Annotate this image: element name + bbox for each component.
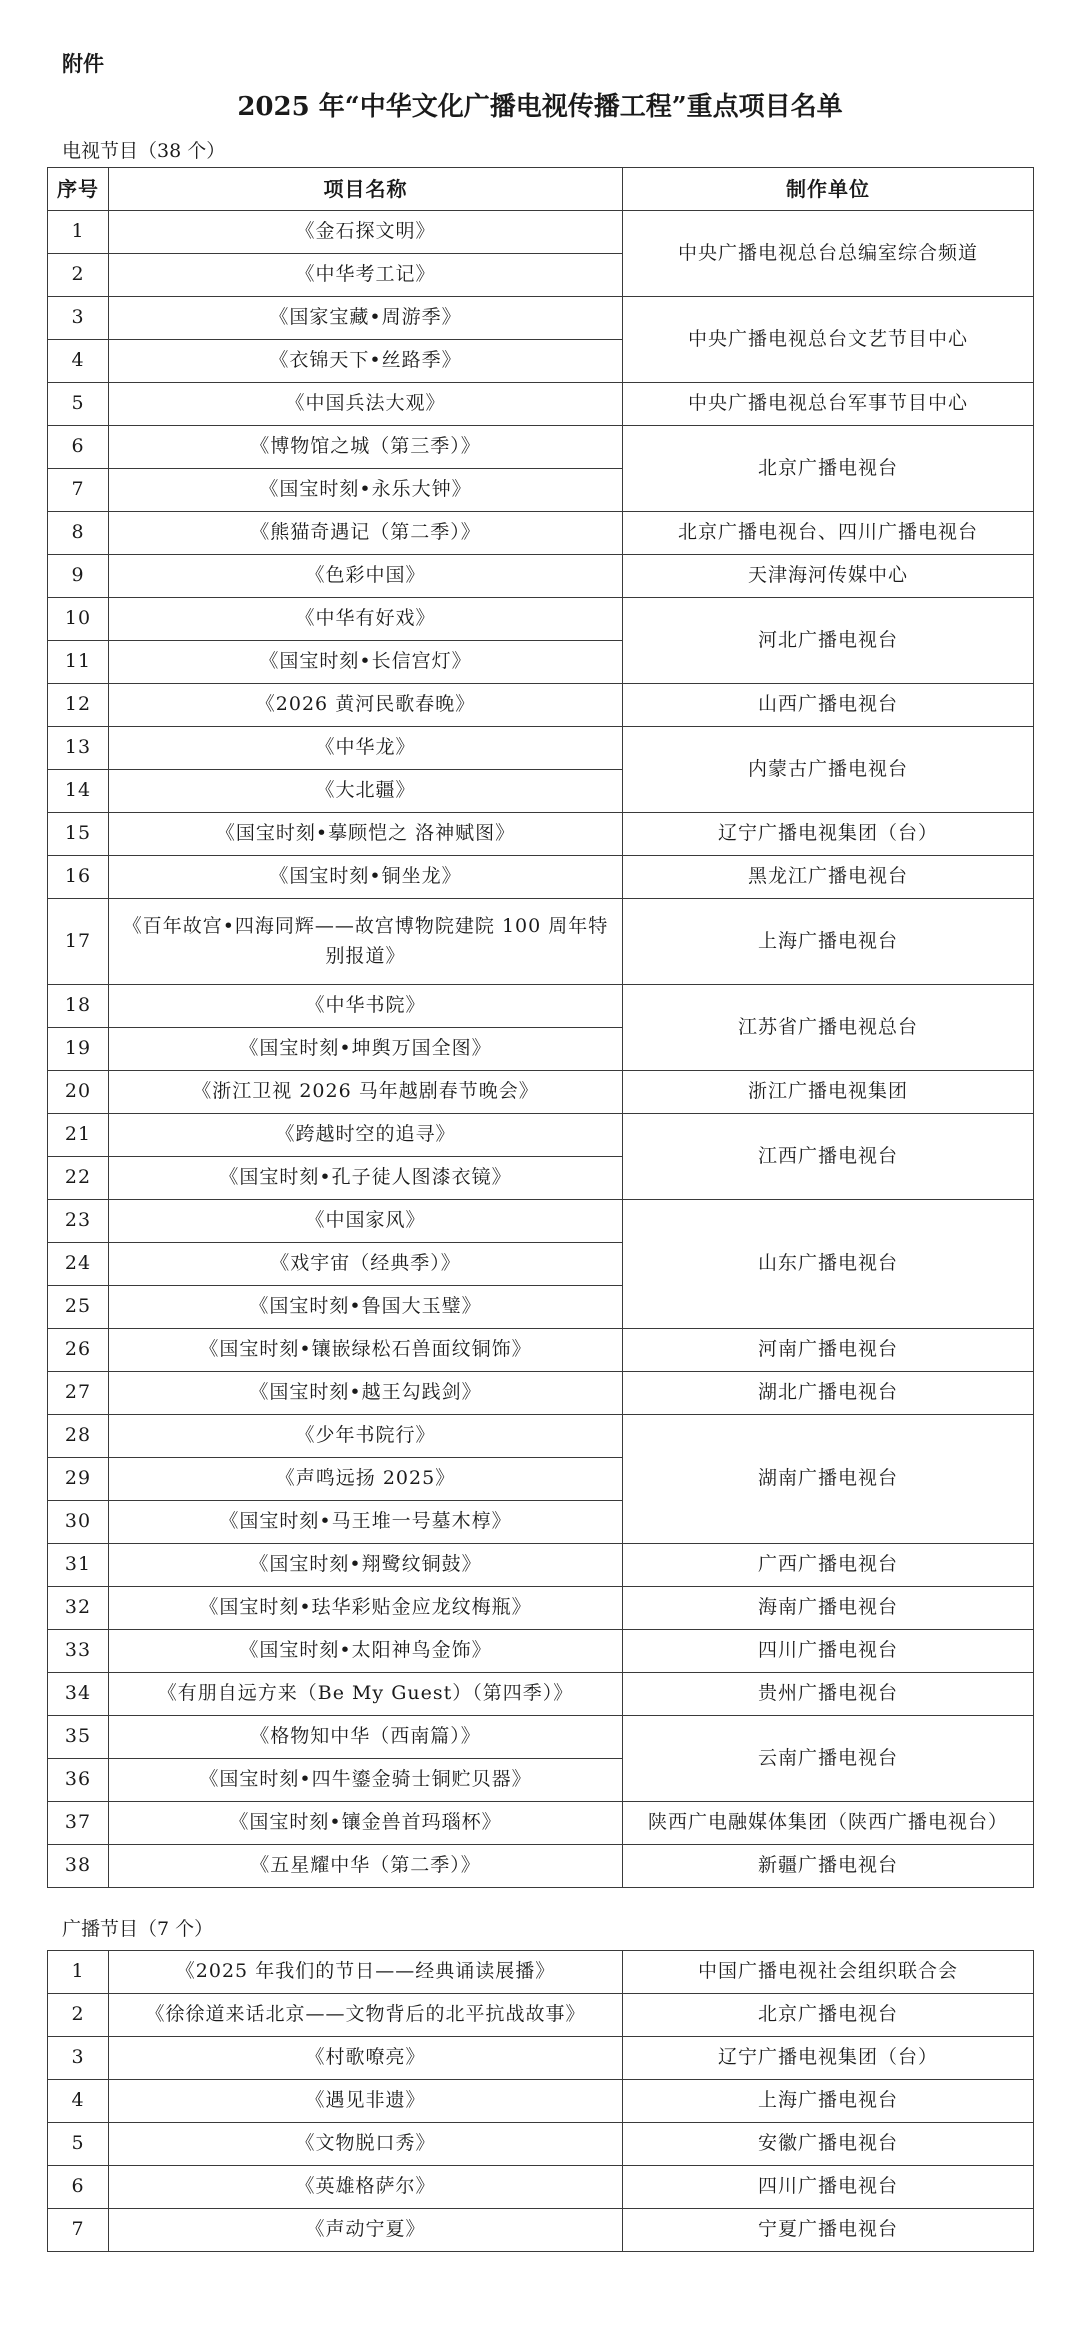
table-row xyxy=(48,1802,1034,1845)
program-name: 《大北疆》 xyxy=(109,770,623,813)
program-name: 《国家宝藏•周游季》 xyxy=(109,297,623,340)
program-name: 《戏宇宙（经典季）》 xyxy=(109,1243,623,1286)
document-title: 2025 年“中华文化广播电视传播工程”重点项目名单 xyxy=(237,92,843,122)
header-seq: 序号 xyxy=(48,168,109,211)
table-row xyxy=(48,1114,1034,1157)
row-number: 35 xyxy=(48,1716,109,1759)
row-number: 14 xyxy=(48,770,109,813)
producer-unit: 中央广播电视总台文艺节目中心 xyxy=(623,297,1034,383)
program-name: 《中华龙》 xyxy=(109,727,623,770)
producer-unit: 山西广播电视台 xyxy=(623,684,1034,727)
program-name: 《博物馆之城（第三季）》 xyxy=(109,426,623,469)
table-row xyxy=(48,1716,1034,1759)
program-name: 《国宝时刻•镶嵌绿松石兽面纹铜饰》 xyxy=(109,1329,623,1372)
row-number: 24 xyxy=(48,1243,109,1286)
row-number: 9 xyxy=(48,555,109,598)
table-row xyxy=(48,684,1034,727)
radio-program-table xyxy=(47,1950,1034,2252)
program-name: 《国宝时刻•翔鹭纹铜鼓》 xyxy=(109,1544,623,1587)
table-row xyxy=(48,2166,1034,2209)
program-name: 《国宝时刻•珐华彩贴金应龙纹梅瓶》 xyxy=(109,1587,623,1630)
row-number: 2 xyxy=(48,1994,109,2037)
program-name: 《文物脱口秀》 xyxy=(109,2123,623,2166)
table-row xyxy=(48,1329,1034,1372)
row-number: 20 xyxy=(48,1071,109,1114)
row-number: 28 xyxy=(48,1415,109,1458)
program-name: 《2026 黄河民歌春晚》 xyxy=(109,684,623,727)
row-number: 21 xyxy=(48,1114,109,1157)
row-number: 29 xyxy=(48,1458,109,1501)
program-name: 《色彩中国》 xyxy=(109,555,623,598)
producer-unit: 湖南广播电视台 xyxy=(623,1415,1034,1544)
table-row xyxy=(48,598,1034,641)
program-name: 《跨越时空的追寻》 xyxy=(109,1114,623,1157)
producer-unit: 上海广播电视台 xyxy=(623,899,1034,985)
row-number: 19 xyxy=(48,1028,109,1071)
row-number: 1 xyxy=(48,1951,109,1994)
program-name: 《中华书院》 xyxy=(109,985,623,1028)
producer-unit: 内蒙古广播电视台 xyxy=(623,727,1034,813)
program-name: 《国宝时刻•鲁国大玉璧》 xyxy=(109,1286,623,1329)
producer-unit: 海南广播电视台 xyxy=(623,1587,1034,1630)
producer-unit: 中央广播电视总台总编室综合频道 xyxy=(623,211,1034,297)
program-name: 《国宝时刻•太阳神鸟金饰》 xyxy=(109,1630,623,1673)
attachment-label: 附件 xyxy=(62,52,104,76)
table-row xyxy=(48,2037,1034,2080)
table-row xyxy=(48,1951,1034,1994)
program-name: 《中华考工记》 xyxy=(109,254,623,297)
producer-unit: 北京广播电视台、四川广播电视台 xyxy=(623,512,1034,555)
producer-unit: 北京广播电视台 xyxy=(623,1994,1034,2037)
program-name: 《浙江卫视 2026 马年越剧春节晚会》 xyxy=(109,1071,623,1114)
table-row xyxy=(48,383,1034,426)
program-name: 《国宝时刻•马王堆一号墓木椁》 xyxy=(109,1501,623,1544)
producer-unit: 四川广播电视台 xyxy=(623,1630,1034,1673)
producer-unit: 安徽广播电视台 xyxy=(623,2123,1034,2166)
table-row xyxy=(48,512,1034,555)
row-number: 25 xyxy=(48,1286,109,1329)
row-number: 11 xyxy=(48,641,109,684)
row-number: 6 xyxy=(48,2166,109,2209)
row-number: 8 xyxy=(48,512,109,555)
table-row xyxy=(48,297,1034,340)
producer-unit: 四川广播电视台 xyxy=(623,2166,1034,2209)
row-number: 4 xyxy=(48,2080,109,2123)
table-row xyxy=(48,2080,1034,2123)
row-number: 10 xyxy=(48,598,109,641)
producer-unit: 云南广播电视台 xyxy=(623,1716,1034,1802)
row-number: 16 xyxy=(48,856,109,899)
table-row xyxy=(48,2209,1034,2252)
table-row xyxy=(48,1845,1034,1888)
row-number: 34 xyxy=(48,1673,109,1716)
table-row xyxy=(48,856,1034,899)
producer-unit: 陕西广电融媒体集团（陕西广播电视台） xyxy=(623,1802,1034,1845)
producer-unit: 河北广播电视台 xyxy=(623,598,1034,684)
producer-unit: 北京广播电视台 xyxy=(623,426,1034,512)
row-number: 38 xyxy=(48,1845,109,1888)
row-number: 15 xyxy=(48,813,109,856)
producer-unit: 江苏省广播电视总台 xyxy=(623,985,1034,1071)
program-name: 《徐徐道来话北京——文物背后的北平抗战故事》 xyxy=(109,1994,623,2037)
row-number: 17 xyxy=(48,899,109,985)
row-number: 27 xyxy=(48,1372,109,1415)
producer-unit: 广西广播电视台 xyxy=(623,1544,1034,1587)
table-row xyxy=(48,1994,1034,2037)
table-row xyxy=(48,1372,1034,1415)
program-name: 《熊猫奇遇记（第二季）》 xyxy=(109,512,623,555)
row-number: 18 xyxy=(48,985,109,1028)
row-number: 32 xyxy=(48,1587,109,1630)
row-number: 5 xyxy=(48,383,109,426)
row-number: 13 xyxy=(48,727,109,770)
table-row xyxy=(48,727,1034,770)
producer-unit: 辽宁广播电视集团（台） xyxy=(623,2037,1034,2080)
program-name: 《2025 年我们的节日——经典诵读展播》 xyxy=(109,1951,623,1994)
table-row xyxy=(48,211,1034,254)
program-name: 《国宝时刻•镶金兽首玛瑙杯》 xyxy=(109,1802,623,1845)
radio-section-label: 广播节目（7 个） xyxy=(62,1918,214,1940)
table-row xyxy=(48,426,1034,469)
program-name: 《中国家风》 xyxy=(109,1200,623,1243)
program-name: 《国宝时刻•铜坐龙》 xyxy=(109,856,623,899)
table-row xyxy=(48,1673,1034,1716)
program-name: 《国宝时刻•孔子徒人图漆衣镜》 xyxy=(109,1157,623,1200)
program-name: 《格物知中华（西南篇）》 xyxy=(109,1716,623,1759)
program-name: 《国宝时刻•坤舆万国全图》 xyxy=(109,1028,623,1071)
program-name: 《中华有好戏》 xyxy=(109,598,623,641)
tv-program-table xyxy=(47,167,1034,1888)
row-number: 5 xyxy=(48,2123,109,2166)
row-number: 22 xyxy=(48,1157,109,1200)
program-name: 《衣锦天下•丝路季》 xyxy=(109,340,623,383)
program-name: 《遇见非遗》 xyxy=(109,2080,623,2123)
row-number: 12 xyxy=(48,684,109,727)
row-number: 37 xyxy=(48,1802,109,1845)
row-number: 7 xyxy=(48,2209,109,2252)
program-name: 《少年书院行》 xyxy=(109,1415,623,1458)
program-name: 《国宝时刻•四牛鎏金骑士铜贮贝器》 xyxy=(109,1759,623,1802)
producer-unit: 河南广播电视台 xyxy=(623,1329,1034,1372)
row-number: 33 xyxy=(48,1630,109,1673)
producer-unit: 湖北广播电视台 xyxy=(623,1372,1034,1415)
table-row xyxy=(48,1415,1034,1458)
program-name: 《金石探文明》 xyxy=(109,211,623,254)
tv-section-label: 电视节目（38 个） xyxy=(62,140,226,162)
table-row xyxy=(48,1630,1034,1673)
producer-unit: 辽宁广播电视集团（台） xyxy=(623,813,1034,856)
row-number: 4 xyxy=(48,340,109,383)
table-row xyxy=(48,555,1034,598)
table-row xyxy=(48,1587,1034,1630)
table-row xyxy=(48,1200,1034,1243)
row-number: 3 xyxy=(48,2037,109,2080)
producer-unit: 黑龙江广播电视台 xyxy=(623,856,1034,899)
table-row xyxy=(48,899,1034,985)
producer-unit: 山东广播电视台 xyxy=(623,1200,1034,1329)
program-name: 《百年故宫•四海同辉——故宫博物院建院 100 周年特别报道》 xyxy=(109,899,623,985)
program-name: 《五星耀中华（第二季）》 xyxy=(109,1845,623,1888)
row-number: 6 xyxy=(48,426,109,469)
program-name: 《英雄格萨尔》 xyxy=(109,2166,623,2209)
program-name: 《国宝时刻•长信宫灯》 xyxy=(109,641,623,684)
producer-unit: 江西广播电视台 xyxy=(623,1114,1034,1200)
row-number: 23 xyxy=(48,1200,109,1243)
table-row xyxy=(48,2123,1034,2166)
producer-unit: 中央广播电视总台军事节目中心 xyxy=(623,383,1034,426)
program-name: 《国宝时刻•永乐大钟》 xyxy=(109,469,623,512)
program-name: 《声动宁夏》 xyxy=(109,2209,623,2252)
header-producer: 制作单位 xyxy=(623,168,1034,211)
producer-unit: 浙江广播电视集团 xyxy=(623,1071,1034,1114)
producer-unit: 天津海河传媒中心 xyxy=(623,555,1034,598)
row-number: 31 xyxy=(48,1544,109,1587)
table-row xyxy=(48,1544,1034,1587)
row-number: 36 xyxy=(48,1759,109,1802)
program-name: 《有朋自远方来（Be My Guest）（第四季）》 xyxy=(109,1673,623,1716)
producer-unit: 上海广播电视台 xyxy=(623,2080,1034,2123)
table-row xyxy=(48,1071,1034,1114)
table-row xyxy=(48,813,1034,856)
header-program-name: 项目名称 xyxy=(109,168,623,211)
program-name: 《国宝时刻•越王勾践剑》 xyxy=(109,1372,623,1415)
table-row xyxy=(48,985,1034,1028)
row-number: 26 xyxy=(48,1329,109,1372)
row-number: 30 xyxy=(48,1501,109,1544)
program-name: 《中国兵法大观》 xyxy=(109,383,623,426)
program-name: 《声鸣远扬 2025》 xyxy=(109,1458,623,1501)
producer-unit: 中国广播电视社会组织联合会 xyxy=(623,1951,1034,1994)
producer-unit: 宁夏广播电视台 xyxy=(623,2209,1034,2252)
row-number: 1 xyxy=(48,211,109,254)
producer-unit: 贵州广播电视台 xyxy=(623,1673,1034,1716)
producer-unit: 新疆广播电视台 xyxy=(623,1845,1034,1888)
program-name: 《国宝时刻•摹顾恺之 洛神赋图》 xyxy=(109,813,623,856)
row-number: 7 xyxy=(48,469,109,512)
program-name: 《村歌嘹亮》 xyxy=(109,2037,623,2080)
row-number: 3 xyxy=(48,297,109,340)
row-number: 2 xyxy=(48,254,109,297)
